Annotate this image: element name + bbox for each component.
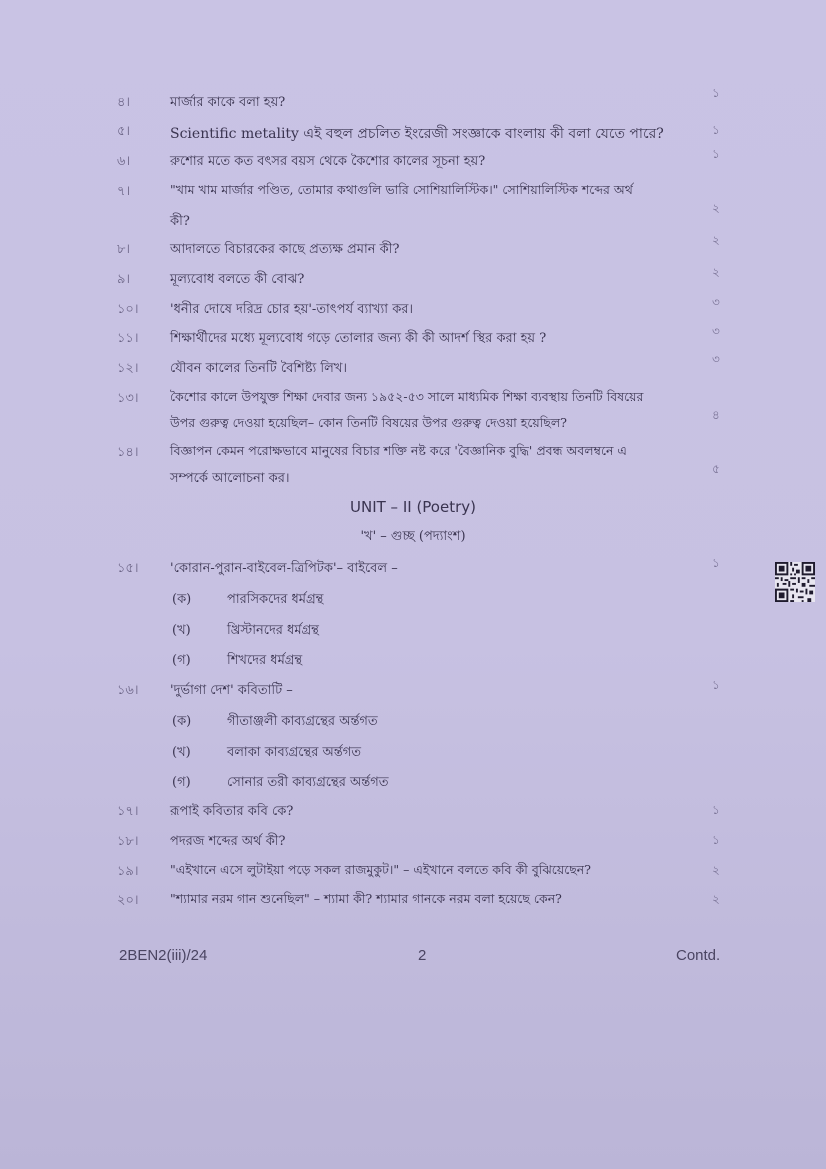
question-number: ১০। [117, 302, 139, 317]
question-text: "খাম খাম মার্জার পণ্ডিত, তোমার কথাগুলি ভারি সোশিয়ালিস্টিক।" সোশিয়ালিস্টিক শব্দের অর্থ [170, 182, 633, 197]
question-mark: ১ [712, 147, 720, 161]
option-label: (গ) [172, 653, 191, 668]
question-mark: ৫ [712, 462, 720, 476]
question-number: ১৩। [117, 391, 139, 406]
question-mark: ১ [712, 123, 720, 137]
question-text: 'দুর্ভাগা দেশ' কবিতাটি – [170, 683, 293, 698]
question-text: 'কোরান-পুরান-বাইবেল-ত্রিপিটক'– বাইবেল – [170, 561, 398, 576]
question-number: ২০। [117, 893, 139, 908]
option-label: (খ) [172, 623, 191, 638]
option-text: গীতাঞ্জলী কাব্যগ্রন্থের অর্ন্তগত [227, 714, 378, 729]
question-number: ১৯। [117, 864, 139, 879]
question-text-line-2: সম্পর্কে আলোচনা কর। [170, 471, 290, 486]
question-text-line-2: উপর গুরুত্ব দেওয়া হয়েছিল– কোন তিনটি বিষয়ের উপর গুরুত্ব দেওয়া হয়েছিল? [170, 415, 567, 430]
option-text: বলাকা কাব্যগ্রন্থের অর্ন্তগত [227, 745, 361, 760]
question-number: ৯। [117, 272, 131, 287]
question-mark: ২ [712, 201, 720, 215]
question-text: আদালতে বিচারকের কাছে প্রত্যক্ষ প্রমান কী? [170, 242, 400, 257]
option-label: (ক) [172, 592, 192, 607]
question-number: ৭। [117, 184, 131, 199]
question-number: ৮। [117, 242, 131, 257]
question-text: মার্জার কাকে বলা হয়? [170, 95, 286, 110]
question-mark: ২ [712, 892, 720, 906]
question-number: ৬। [117, 154, 131, 169]
question-text-line-2: কী? [170, 214, 190, 229]
question-text: রুশোর মতে কত বৎসর বয়স থেকে কৈশোর কালের সূচনা হয়? [170, 154, 486, 169]
question-mark: ১ [712, 833, 720, 847]
question-text: বিজ্ঞাপন কেমন পরোক্ষভাবে মানুষের বিচার শক্তি নষ্ট করে 'বৈজ্ঞানিক বুদ্ধি' প্রবন্ধ অবলম্বনে এ [170, 443, 627, 458]
question-text: যৌবন কালের তিনটি বৈশিষ্ট্য লিখ। [170, 361, 348, 376]
question-text: "এইখানে এসে লুটাইয়া পড়ে সকল রাজমুকুট।" – এইখানে বলতে কবি কী বুঝিয়েছেন? [170, 862, 591, 877]
question-number: ১৫। [117, 561, 139, 576]
continued-label: Contd. [676, 947, 721, 964]
unit-heading: UNIT – II (Poetry) [350, 498, 476, 516]
question-number: ১১। [117, 331, 139, 346]
question-mark: ১ [712, 86, 720, 100]
question-text: Scientific metality এই বহুল প্রচলিত ইংরেজী সংজ্ঞাকে বাংলায় কী বলা যেতে পারে? [170, 126, 664, 142]
question-number: ১২। [117, 361, 139, 376]
option-label: (গ) [172, 775, 191, 790]
question-mark: ৪ [712, 408, 720, 422]
question-number: ১৭। [117, 804, 139, 819]
option-text: সোনার তরী কাব্যগ্রন্থের অর্ন্তগত [227, 775, 389, 790]
section-heading: 'খ' – গুচ্ছ (পদ্যাংশ) [360, 529, 466, 544]
option-text: পারসিকদের ধর্মগ্রন্থ [227, 592, 324, 607]
question-text: রূপাই কবিতার কবি কে? [170, 804, 294, 819]
question-text: মূল্যবোধ বলতে কী বোঝ? [170, 272, 305, 287]
option-text: শিখদের ধর্মগ্রন্থ [227, 653, 303, 668]
question-mark: ২ [712, 265, 720, 279]
question-mark: ৩ [712, 352, 720, 366]
page-number: 2 [418, 947, 427, 964]
question-number: ৫। [117, 124, 131, 139]
question-mark: ১ [712, 803, 720, 817]
question-text: "শ্যামার নরম গান শুনেছিল" – শ্যামা কী? শ্যামার গানকে নরম বলা হয়েছে কেন? [170, 891, 562, 906]
question-mark: ১ [712, 556, 720, 570]
question-mark: ২ [712, 863, 720, 877]
question-number: ১৪। [117, 445, 139, 460]
option-label: (ক) [172, 714, 192, 729]
question-text: শিক্ষার্থীদের মধ্যে মূল্যবোধ গড়ে তোলার জন্য কী কী আদর্শ স্থির করা হয় ? [170, 331, 547, 346]
qr-code-icon [775, 562, 815, 602]
question-text: 'ধনীর দোষে দরিদ্র চোর হয়'-তাৎপর্য ব্যাখ্যা কর। [170, 302, 414, 317]
question-mark: ২ [712, 233, 720, 247]
question-mark: ৩ [712, 295, 720, 309]
question-mark: ৩ [712, 324, 720, 338]
question-text: পদরজ শব্দের অর্থ কী? [170, 834, 286, 849]
question-mark: ১ [712, 678, 720, 692]
question-number: ১৮। [117, 834, 139, 849]
paper-code: 2BEN2(iii)/24 [119, 947, 208, 964]
option-text: খ্রিস্টানদের ধর্মগ্রন্থ [227, 623, 319, 638]
option-label: (খ) [172, 745, 191, 760]
question-number: ৪। [117, 95, 131, 110]
question-number: ১৬। [117, 683, 139, 698]
question-text: কৈশোর কালে উপযুক্ত শিক্ষা দেবার জন্য ১৯৫২-৫৩ সালে মাধ্যমিক শিক্ষা ব্যবস্থায় তিনটি বিষয়ের [170, 389, 644, 404]
